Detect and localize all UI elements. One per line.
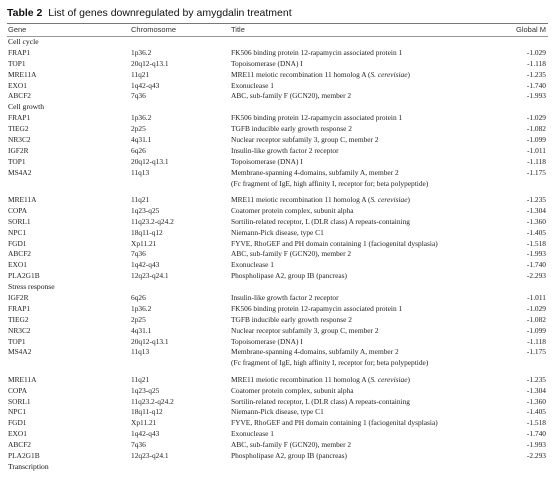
table-row [0,70,554,81]
gene-cell: EXO1 [8,260,27,270]
table-row [0,375,554,386]
title-cell: TGFB inducible early growth response 2 [231,124,352,134]
table-row [0,260,554,271]
gene-cell: MRE11A [8,69,37,79]
table-row [0,217,554,228]
global-m-cell: -1.118 [527,58,546,68]
title-cell: MRE11 meiotic recombination 11 homolog A (S. cerevisiae) [231,69,410,79]
gene-cell: FGD1 [8,418,27,428]
gene-cell: TOP1 [8,156,26,166]
section-row [0,102,554,113]
table-row [0,228,554,239]
global-m-cell: -1.405 [526,227,546,237]
chromosome-cell: 1p36.2 [131,303,152,313]
chromosome-cell: 20q12-q13.1 [131,58,169,68]
global-m-cell: -1.360 [526,396,546,406]
header-global-m: Global M [515,25,546,34]
chromosome-cell: 7q36 [131,440,146,450]
table-row [0,326,554,337]
chromosome-cell: 4q31.1 [131,325,152,335]
gene-cell: ABCF2 [8,249,32,259]
table-row [0,91,554,102]
gene-cell: EXO1 [8,80,27,90]
title-cell: Exonuclease 1 [231,260,274,270]
global-m-cell: -1.304 [526,385,546,395]
title-cell: MRE11 meiotic recombination 11 homolog A (S. cerevisiae) [231,194,410,204]
chromosome-cell: 11q13 [131,167,150,177]
title-cell: Sortilin-related receptor, L (DLR class) A repeats-containing [231,216,411,226]
chromosome-cell: 7q36 [131,91,146,101]
global-m-cell: -1.235 [526,374,546,384]
chromosome-cell: 20q12-q13.1 [131,336,169,346]
table-row [0,304,554,315]
table-header [0,25,554,36]
table-row [0,249,554,260]
gene-cell: PLA2G1B [8,271,40,281]
gene-cell: COPA [8,385,28,395]
chromosome-cell: 12q23-q24.1 [131,450,169,460]
chromosome-cell: 2p25 [131,124,146,134]
table-row [0,239,554,250]
global-m-cell: -1.518 [526,418,546,428]
title-cell: FYVE, RhoGEF and PH domain containing 1 (faciogenital dysplasia) [231,238,438,248]
title-cell: ABC, sub-family F (GCN20), member 2 [231,91,352,101]
gene-cell: MRE11A [8,374,37,384]
table-row [0,315,554,326]
table-row [0,195,554,206]
chromosome-cell: 18q11-q12 [131,407,163,417]
table-row [0,146,554,157]
gene-cell: TIEG2 [8,314,29,324]
chromosome-cell: 6q26 [131,292,146,302]
gene-cell: IGF2R [8,292,29,302]
global-m-cell: -1.360 [526,216,546,226]
global-m-cell: -1.175 [526,347,546,357]
global-m-cell: -1.118 [527,336,546,346]
title-cell: Insulin-like growth factor 2 receptor [231,145,339,155]
title-cell: Exonuclease 1 [231,80,274,90]
title-cell: ABC, sub-family F (GCN20), member 2 [231,440,352,450]
gene-cell: NPC1 [8,227,27,237]
title-cell: FK506 binding protein 12-rapamycin associated protein 1 [231,113,403,123]
title-cell: Exonuclease 1 [231,429,274,439]
chromosome-cell: 12q23-q24.1 [131,271,169,281]
title-cell: Niemann-Pick disease, type C1 [231,227,324,237]
table-row [0,48,554,59]
chromosome-cell: 1p36.2 [131,47,152,57]
gene-cell: FRAP1 [8,303,31,313]
chromosome-cell: 11q21 [131,194,150,204]
global-m-cell: -1.993 [526,91,546,101]
chromosome-cell: 6q26 [131,145,146,155]
table-row [0,451,554,462]
chromosome-cell: 1q23-q25 [131,205,160,215]
gene-cell: TIEG2 [8,124,29,134]
gene-cell: NPC1 [8,407,27,417]
title-cell: MRE11 meiotic recombination 11 homolog A (S. cerevisiae) [231,374,410,384]
header-chromosome: Chromosome [131,25,177,34]
title-cell: ABC, sub-family F (GCN20), member 2 [231,249,352,259]
chromosome-cell: 1q42-q43 [131,429,160,439]
gene-cell: TOP1 [8,336,26,346]
table-caption-text: List of genes downregulated by amygdalin treatment [48,7,292,19]
chromosome-cell: 1p36.2 [131,113,152,123]
title-cell: (Fc fragment of IgE, high affinity I, receptor for; beta polypeptide) [231,358,429,368]
chromosome-cell: 1q23-q25 [131,385,160,395]
chromosome-cell: 7q36 [131,249,146,259]
species-name: S. cerevisiae [370,374,408,384]
table-row [0,293,554,304]
species-name: S. cerevisiae [370,194,408,204]
chromosome-cell: 4q31.1 [131,135,152,145]
section-row [0,462,554,473]
gene-cell: ABCF2 [8,91,32,101]
global-m-cell: -1.029 [526,47,546,57]
table-row [0,337,554,348]
global-m-cell: -1.740 [526,80,546,90]
title-cell: Phospholipase A2, group IB (pancreas) [231,271,347,281]
table-row-continuation [0,179,554,190]
title-cell: Sortilin-related receptor, L (DLR class) A repeats-containing [231,396,411,406]
title-cell: Topoisomerase (DNA) I [231,156,303,166]
table-body [0,37,554,473]
table-row [0,429,554,440]
global-m-cell: -1.118 [527,156,546,166]
gene-cell: IGF2R [8,145,29,155]
section-row [0,37,554,48]
chromosome-cell: 11q23.2-q24.2 [131,216,174,226]
section-label: Cell cycle [8,37,39,46]
gene-cell: TOP1 [8,58,26,68]
table-row [0,418,554,429]
gene-cell: SORL1 [8,396,31,406]
global-m-cell: -1.518 [526,238,546,248]
table-row [0,157,554,168]
gene-cell: MS4A2 [8,347,32,357]
chromosome-cell: 18q11-q12 [131,227,163,237]
gene-cell: MS4A2 [8,167,32,177]
gene-cell: SORL1 [8,216,31,226]
global-m-cell: -1.993 [526,249,546,259]
global-m-cell: -1.175 [526,167,546,177]
table-row [0,440,554,451]
table-row [0,407,554,418]
table-row [0,81,554,92]
species-name: S. cerevisiae [370,69,408,79]
gene-cell: PLA2G1B [8,450,40,460]
global-m-cell: -1.405 [526,407,546,417]
global-m-cell: -1.304 [526,205,546,215]
chromosome-cell: Xp11.21 [131,418,157,428]
title-cell: Niemann-Pick disease, type C1 [231,407,324,417]
title-cell: Nuclear receptor subfamily 3, group C, member 2 [231,135,379,145]
global-m-cell: -1.029 [526,113,546,123]
section-row [0,282,554,293]
global-m-cell: -2.293 [526,271,546,281]
table-row [0,135,554,146]
chromosome-cell: 11q13 [131,347,150,357]
global-m-cell: -1.235 [526,194,546,204]
gene-cell: EXO1 [8,429,27,439]
global-m-cell: -1.029 [526,303,546,313]
top-rule [7,23,548,24]
title-cell: (Fc fragment of IgE, high affinity I, receptor for; beta polypeptide) [231,178,429,188]
header-gene: Gene [8,25,27,34]
gene-cell: NR3C2 [8,325,31,335]
chromosome-cell: 1q42-q43 [131,80,160,90]
table-row [0,59,554,70]
title-cell: Coatomer protein complex, subunit alpha [231,385,354,395]
chromosome-cell: 11q23.2-q24.2 [131,396,174,406]
section-label: Cell growth [8,102,45,112]
table-label: Table 2 [7,7,43,19]
global-m-cell: -1.011 [527,145,546,155]
table-row [0,168,554,179]
global-m-cell: -1.011 [527,292,546,302]
global-m-cell: -1.082 [526,124,546,134]
table-row [0,124,554,135]
title-cell: FYVE, RhoGEF and PH domain containing 1 (faciogenital dysplasia) [231,418,438,428]
table-row [0,113,554,124]
table-row [0,397,554,408]
title-cell: Phospholipase A2, group IB (pancreas) [231,450,347,460]
table-row [0,347,554,358]
global-m-cell: -2.293 [526,450,546,460]
title-cell: Membrane-spanning 4-domains, subfamily A, member 2 [231,167,399,177]
title-cell: FK506 binding protein 12-rapamycin associated protein 1 [231,47,403,57]
title-cell: Topoisomerase (DNA) I [231,58,303,68]
table-caption [7,7,292,19]
title-cell: Coatomer protein complex, subunit alpha [231,205,354,215]
gene-cell: FRAP1 [8,47,31,57]
gene-cell: COPA [8,205,28,215]
global-m-cell: -1.740 [526,260,546,270]
title-cell: TGFB inducible early growth response 2 [231,314,352,324]
gene-cell: FGD1 [8,238,27,248]
table-row [0,271,554,282]
title-cell: Nuclear receptor subfamily 3, group C, member 2 [231,325,379,335]
section-label: Stress response [8,282,55,292]
header-title: Title [231,25,245,34]
section-label: Transcription [8,461,49,471]
title-cell: Membrane-spanning 4-domains, subfamily A, member 2 [231,347,399,357]
global-m-cell: -1.082 [526,314,546,324]
title-cell: Topoisomerase (DNA) I [231,336,303,346]
chromosome-cell: 11q21 [131,69,150,79]
gene-cell: NR3C2 [8,135,31,145]
global-m-cell: -1.099 [526,325,546,335]
chromosome-cell: 1q42-q43 [131,260,160,270]
global-m-cell: -1.235 [526,69,546,79]
table-row [0,386,554,397]
table-row-continuation [0,358,554,369]
chromosome-cell: 20q12-q13.1 [131,156,169,166]
chromosome-cell: 2p25 [131,314,146,324]
global-m-cell: -1.740 [526,429,546,439]
title-cell: FK506 binding protein 12-rapamycin associated protein 1 [231,303,403,313]
gene-cell: ABCF2 [8,440,32,450]
gene-cell: MRE11A [8,194,37,204]
global-m-cell: -1.993 [526,440,546,450]
chromosome-cell: 11q21 [131,374,150,384]
title-cell: Insulin-like growth factor 2 receptor [231,292,339,302]
global-m-cell: -1.099 [526,135,546,145]
gene-cell: FRAP1 [8,113,31,123]
table-row [0,206,554,217]
chromosome-cell: Xp11.21 [131,238,157,248]
